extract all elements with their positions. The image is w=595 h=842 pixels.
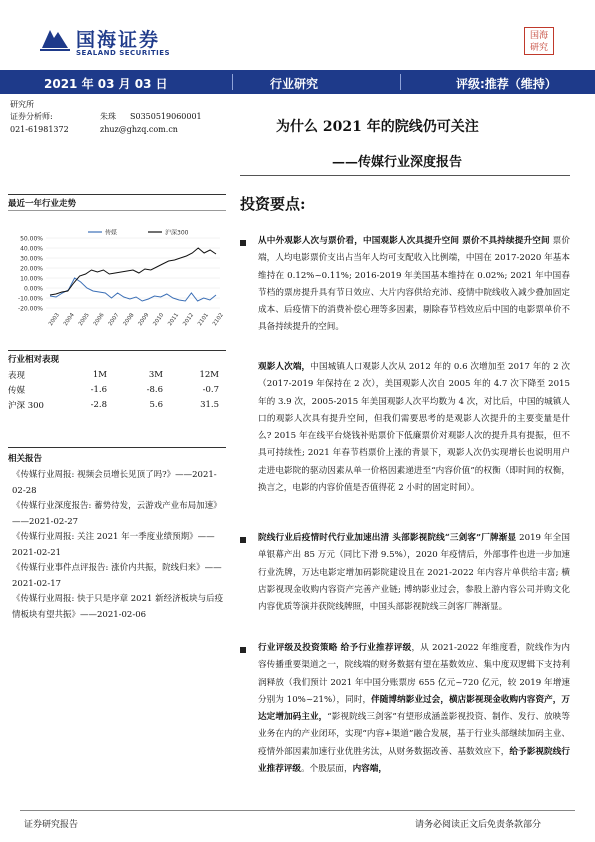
paragraph-4: 行业评级及投资策略 给予行业推荐评级，从 2021-2022 年维度看，院线作为内容传播重要渠道之一，院线端的财务数据有望在基数效应、集中度双逻辑下支持利润释放（我们预计 2021 年中国分账票房 655 亿元~720 亿元，较 2019 年增速分别为 10%~21%），同时，伴随博纳影业过会，横店影视现金收购内容资产，万达定增加码主业，“影视院线三剑客”有望形成涵盖影视投资、制作、发行、放映等业务在内的产业闭环，实现“内容+渠道”融合发展，基于行业头部继续加码主业、疫情外部因素加速行业优胜劣汰，从财务数据改善、基数效应下，给予影视院线行业推荐评级。个股层面，内容端， xyxy=(258,643,570,775)
table-cell: -0.7 xyxy=(202,384,219,395)
report-rating: 评级:推荐（维持） xyxy=(456,77,557,91)
list-item[interactable]: 《传媒行业事件点评报告: 涨价内共振，院线归来》——2021-02-17 xyxy=(12,563,222,589)
reports-top-rule xyxy=(8,447,226,448)
table-cell: 1M xyxy=(92,369,107,380)
logo-text-en: SEALAND SECURITIES xyxy=(76,49,171,57)
y-tick-label: 50.00% xyxy=(20,235,43,243)
paragraph-3-text: 2019 年全国单银幕产出 85 万元（同比下滑 9.5%），2020 年疫情后，外部事件也进一步加速行业洗牌，万达电影定增加码影院建设且在 2021-2022 年内容片单供给丰富; 横店影视现金收购内容资产完善产业链; 博纳影业过会，参股上游内容公司并购文化内容优质等演并获院线牌照，中国头部影视院线三剑客厂牌渐显。 xyxy=(258,533,570,613)
table-cell: 3M xyxy=(148,369,163,380)
x-tick-label: 2011 xyxy=(167,312,181,328)
y-tick-label: 30.00% xyxy=(20,255,43,263)
paragraph-4-emphasis-3: 内容端， xyxy=(352,764,387,775)
bullet-icon xyxy=(240,240,246,246)
paragraph-4-text: 从 2021-2022 年维度看，院线作为内容传播重要渠道之一，院线端的财务数据有望在基数效应、集中度双逻辑下支持利润释放（我们预计 2021 年中国分账票房 655 亿元~720 亿元，较 2019 年增速分别为 10%~21%），同时， xyxy=(258,643,570,705)
table-cell: 5.6 xyxy=(149,399,163,410)
table-cell: -1.6 xyxy=(90,384,107,395)
list-item[interactable]: 《传媒行业深度报告: 蓄势待发，云游戏产业布局加速》——2021-02-27 xyxy=(12,501,222,527)
report-date: 2021 年 03 月 03 日 xyxy=(44,77,168,91)
x-tick-label: 2012 xyxy=(182,312,196,328)
paragraph-2-lead: 观影人次端， xyxy=(258,362,311,372)
paragraph-4-emphasis-2: 给予影视院线行业推荐评级 xyxy=(258,746,570,775)
report-category: 行业研究 xyxy=(270,77,319,91)
footer-rule xyxy=(20,810,575,811)
performance-table xyxy=(8,367,223,412)
footer-left: 证券研究报告 xyxy=(24,820,79,830)
industry-trend-chart xyxy=(8,228,226,328)
paragraph-3 xyxy=(258,530,570,616)
paragraph-4-text-3: 个股层面， xyxy=(309,764,353,775)
paragraph-3-lead: 院线行业后疫情时代行业加速出清 头部影视院线“三剑客”厂牌渐显 xyxy=(258,533,517,543)
y-tick-label: 20.00% xyxy=(20,265,43,273)
table-cell: -8.6 xyxy=(146,384,163,395)
research-seal xyxy=(524,27,554,55)
paragraph-1-lead: 从中外观影人次与票价看，中国观影人次具提升空间 票价不具持续提升空间 xyxy=(258,236,550,246)
list-item[interactable]: 《传媒行业周报: 视频会员增长见顶了吗?》——2021-02-28 xyxy=(12,470,217,496)
analyst-phone: 021-61981372 xyxy=(10,125,69,134)
table-cell: 12M xyxy=(199,369,219,380)
bar-divider xyxy=(400,74,401,90)
x-tick-label: 2004 xyxy=(62,312,76,328)
x-tick-label: 2101 xyxy=(197,312,211,328)
legend-label: 沪深300 xyxy=(165,229,189,237)
bar-divider xyxy=(232,74,233,90)
bullet-icon xyxy=(240,537,246,543)
analyst-role: 证券分析师: xyxy=(10,112,53,121)
logo-text-cn: 国海证券 xyxy=(76,29,161,51)
paragraph-4-lead: 行业评级及投资策略 xyxy=(258,643,338,653)
paragraph-1 xyxy=(258,233,570,337)
list-item[interactable]: 《传媒行业周报: 关注 2021 年一季度业绩预期》——2021-02-21 xyxy=(12,532,215,558)
table-row xyxy=(8,367,223,382)
related-header: 相关报告 xyxy=(8,454,43,464)
legend-label: 传媒 xyxy=(105,229,118,237)
table-cell: 沪深 300 xyxy=(8,400,44,411)
table-row xyxy=(8,382,223,397)
related-reports-list xyxy=(12,468,226,623)
list-item[interactable]: 《传媒行业周报: 快于只是序章 2021 新经济板块与后疫情板块有望共振》——2021-02-06 xyxy=(12,594,224,620)
x-tick-label: 2007 xyxy=(107,312,121,328)
x-tick-label: 2006 xyxy=(92,312,106,328)
y-tick-label: -10.00% xyxy=(17,295,43,303)
report-subtitle: ——传媒行业深度报告 xyxy=(332,155,463,170)
x-tick-label: 2010 xyxy=(152,312,166,328)
x-tick-label: 2102 xyxy=(211,312,225,328)
report-title: 为什么 2021 年的院线仍可关注 xyxy=(276,119,479,135)
analyst-email[interactable]: zhuz@ghzq.com.cn xyxy=(100,125,178,134)
table-cell: 表现 xyxy=(8,370,26,381)
table-cell: 传媒 xyxy=(8,385,26,396)
analyst-org: 研究所 xyxy=(10,100,34,109)
paragraph-2 xyxy=(258,359,570,497)
report-info-bar xyxy=(0,70,595,94)
perf-top-rule xyxy=(8,350,226,351)
paragraph-4-text-2: “影视院线三剑客”有望形成涵盖影视投资、制作、发行、放映等业务在内的产业闭环，实现“内容+渠道”融合发展，基于行业头部继续加码主业、疫情外部因素加速行业优胜劣汰，从财务数据改善、基数效应下， xyxy=(258,712,570,757)
investment-header: 投资要点: xyxy=(240,195,306,213)
x-tick-label: 2005 xyxy=(77,312,91,328)
x-tick-label: 2003 xyxy=(47,312,61,328)
paragraph-4-emphasis: 伴随博纳影业过会，横店影视现金收购内容资产，万达定增加码主业， xyxy=(258,694,570,723)
y-tick-label: -20.00% xyxy=(17,305,43,313)
trend-header-rule xyxy=(8,210,226,211)
table-row xyxy=(8,397,223,412)
performance-header: 行业相对表现 xyxy=(8,355,60,365)
y-tick-label: 10.00% xyxy=(20,275,43,283)
paragraph-2-text: 中国城镇人口观影人次从 2012 年的 0.6 次增加至 2017 年的 2 次（2017-2019 年保持在 2 次），美国观影人次自 2005 年的 4.7 次下降至 2015 年的 3.9 次，2005-2015 年美国观影人次平均数为 4 次，对比后，中国的城镇人口的观影人次具有提升空间，但我们需要思考的是观影人次提升的主要变量是什么? 2015 年在线平台烧钱补贴票价下低廉票价对观影人次的提升具有提振，但不具可持续性; 2021 年春节档票价上涨的背景下，观影人次仍实现增长也说明用户走进电影院的驱动因素从单一价格因素递进至“内容价值”的权衡（即时间的权衡，换言之，电影的内容价值是否值得花 2 小时的固定时间）。 xyxy=(258,362,570,494)
title-rule xyxy=(240,175,570,176)
analyst-license: S0350519060001 xyxy=(130,112,202,121)
sealand-logo-icon xyxy=(40,26,70,52)
y-tick-label: 40.00% xyxy=(20,245,43,253)
y-tick-label: 0.00% xyxy=(23,285,43,293)
seal-lettering: 国海 研究 xyxy=(529,31,548,53)
table-cell: 31.5 xyxy=(200,399,219,410)
x-tick-label: 2008 xyxy=(122,312,136,328)
left-top-rule xyxy=(8,194,226,195)
bullet-icon xyxy=(240,647,246,653)
analyst-name: 朱珠 xyxy=(100,112,116,121)
footer-disclaimer: 请务必阅读正文后免责条款部分 xyxy=(415,820,542,830)
paragraph-4-rating: 给予行业推荐评级 xyxy=(340,643,412,653)
paragraph-1-text: 票价端，人均电影票价支出占当年人均可支配收入比例端，中国在 2017-2020 年基本维持在 0.12%~0.11%; 2016-2019 年美国基本维持在 0.02%; 2021 年中国春节档的票房提升具有节日效应、大片内容供给充沛、疫情中院线收入减少叠加固定成本、后疫情下的消费补偿心理等多因素，剔除春节档效应后中国的电影票单价不具备持续提升的空间。 xyxy=(258,236,570,333)
x-tick-label: 2009 xyxy=(137,312,151,328)
trend-header: 最近一年行业走势 xyxy=(8,199,77,209)
table-cell: -2.8 xyxy=(90,399,107,410)
